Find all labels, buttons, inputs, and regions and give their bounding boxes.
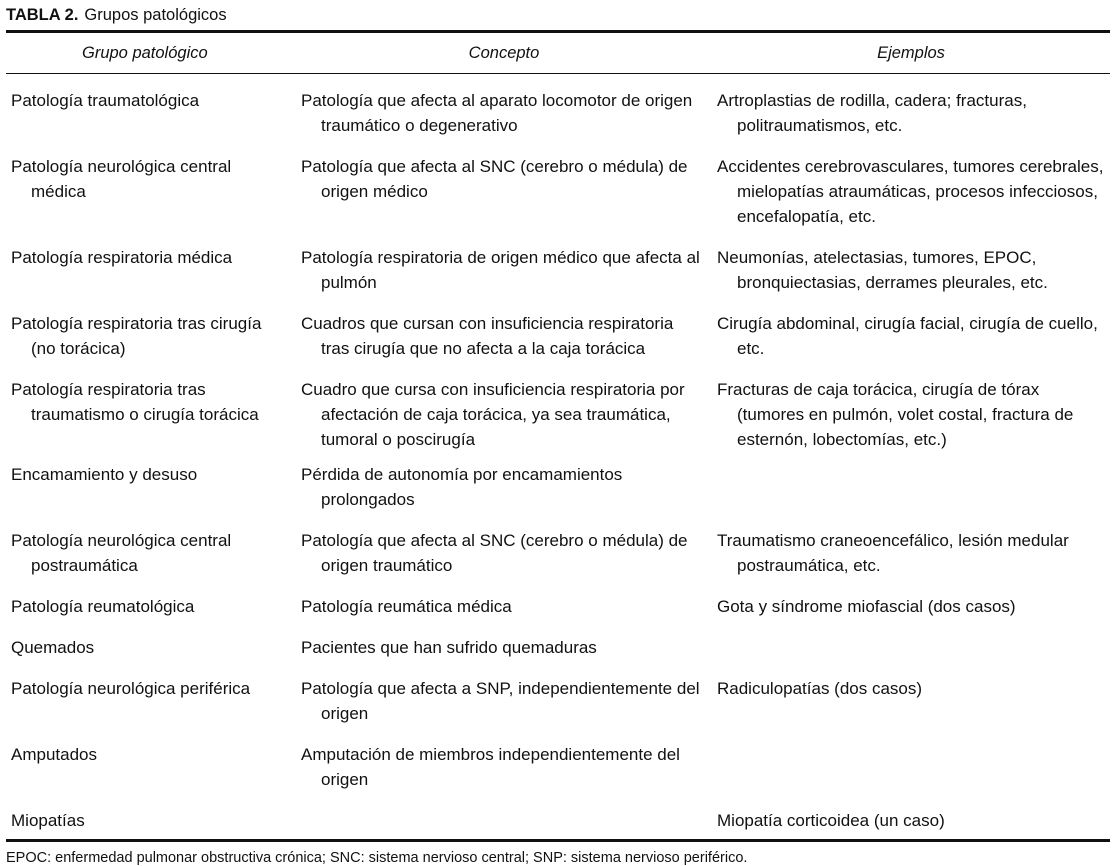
bottom-rule	[6, 839, 1110, 842]
header-grupo: Grupo patológico	[82, 43, 208, 62]
grupo-cell	[6, 144, 296, 235]
cell-text: Patología que afecta al aparato locomotor de origen traumático o degenerativo	[301, 91, 693, 135]
header-row	[6, 33, 1110, 73]
cell-text: Encamamiento y desuso	[11, 465, 198, 484]
ejemplos-cell	[712, 625, 1110, 666]
cell-text: Patología neurológica central postraumática	[11, 531, 232, 575]
cell-text: Patología respiratoria médica	[11, 248, 233, 267]
pathology-groups-table	[6, 33, 1110, 839]
table-row	[6, 144, 1110, 235]
grupo-cell	[6, 584, 296, 625]
table-caption: Grupos patológicos	[84, 6, 227, 24]
ejemplos-cell	[712, 301, 1110, 367]
table-row	[6, 452, 1110, 518]
cell-text: Radiculopatías (dos casos)	[717, 679, 923, 698]
concepto-cell	[296, 235, 712, 301]
ejemplos-cell	[712, 74, 1110, 144]
cell-text: Patología respiratoria tras cirugía (no torácica)	[11, 314, 262, 358]
cell-text: Cuadro que cursa con insuficiencia respiratoria por afectación de caja torácica, ya sea traumática, tumoral o poscirugía	[301, 380, 685, 449]
table-row	[6, 798, 1110, 839]
cell-text: Amputación de miembros independientemente del origen	[301, 745, 680, 789]
cell-text: Cuadros que cursan con insuficiencia respiratoria tras cirugía que no afecta a la caja torácica	[301, 314, 674, 358]
concepto-cell	[296, 144, 712, 235]
table-footnote: EPOC: enfermedad pulmonar obstructiva crónica; SNC: sistema nervioso central; SNP: sistema nervioso periférico.	[6, 850, 748, 866]
grupo-cell	[6, 452, 296, 518]
cell-text: Patología reumática médica	[301, 597, 512, 616]
cell-text: Amputados	[11, 745, 97, 764]
ejemplos-cell	[712, 144, 1110, 235]
cell-text: Patología reumatológica	[11, 597, 195, 616]
cell-text: Accidentes cerebrovasculares, tumores cerebrales, mielopatías atraumáticas, procesos infecciosos, encefalopatía, etc.	[717, 157, 1104, 226]
table-row	[6, 74, 1110, 144]
cell-text: Patología respiratoria tras traumatismo o cirugía torácica	[11, 380, 259, 424]
table-figure	[6, 0, 1110, 866]
grupo-cell	[6, 666, 296, 732]
cell-text: Patología traumatológica	[11, 91, 200, 110]
ejemplos-cell	[712, 798, 1110, 839]
concepto-cell	[296, 367, 712, 452]
cell-text: Artroplastias de rodilla, cadera; fracturas, politraumatismos, etc.	[717, 91, 1027, 135]
ejemplos-cell	[712, 367, 1110, 452]
ejemplos-cell	[712, 732, 1110, 798]
grupo-cell	[6, 367, 296, 452]
cell-text: Pacientes que han sufrido quemaduras	[301, 638, 597, 657]
table-label: TABLA 2.	[6, 6, 79, 24]
concepto-cell	[296, 666, 712, 732]
table-row	[6, 666, 1110, 732]
table-row	[6, 732, 1110, 798]
concepto-cell	[296, 732, 712, 798]
ejemplos-cell	[712, 584, 1110, 625]
ejemplos-cell	[712, 235, 1110, 301]
table-row	[6, 301, 1110, 367]
concepto-cell	[296, 798, 712, 839]
cell-text: Patología que afecta al SNC (cerebro o médula) de origen traumático	[301, 531, 688, 575]
grupo-cell	[6, 798, 296, 839]
concepto-cell	[296, 301, 712, 367]
concepto-cell	[296, 518, 712, 584]
concepto-cell	[296, 584, 712, 625]
table-row	[6, 584, 1110, 625]
grupo-cell	[6, 235, 296, 301]
concepto-cell	[296, 625, 712, 666]
cell-text: Miopatía corticoidea (un caso)	[717, 811, 945, 830]
cell-text: Neumonías, atelectasias, tumores, EPOC, bronquiectasias, derrames pleurales, etc.	[717, 248, 1048, 292]
table-row	[6, 518, 1110, 584]
header-ejemplos: Ejemplos	[877, 43, 945, 62]
table-row	[6, 625, 1110, 666]
table-row	[6, 235, 1110, 301]
cell-text: Patología neurológica periférica	[11, 679, 251, 698]
grupo-cell	[6, 74, 296, 144]
grupo-cell	[6, 732, 296, 798]
cell-text: Gota y síndrome miofascial (dos casos)	[717, 597, 1016, 616]
cell-text: Cirugía abdominal, cirugía facial, cirugía de cuello, etc.	[717, 314, 1098, 358]
concepto-cell	[296, 452, 712, 518]
grupo-cell	[6, 625, 296, 666]
concepto-cell	[296, 74, 712, 144]
cell-text: Patología respiratoria de origen médico que afecta al pulmón	[301, 248, 700, 292]
cell-text: Quemados	[11, 638, 95, 657]
grupo-cell	[6, 518, 296, 584]
cell-text: Patología que afecta al SNC (cerebro o médula) de origen médico	[301, 157, 688, 201]
ejemplos-cell	[712, 518, 1110, 584]
header-concepto: Concepto	[468, 43, 540, 62]
cell-text: Traumatismo craneoencefálico, lesión medular postraumática, etc.	[717, 531, 1069, 575]
table-row	[6, 367, 1110, 452]
cell-text: Patología neurológica central médica	[11, 157, 232, 201]
cell-text: Miopatías	[11, 811, 85, 830]
ejemplos-cell	[712, 452, 1110, 518]
ejemplos-cell	[712, 666, 1110, 732]
cell-text: Fracturas de caja torácica, cirugía de tórax (tumores en pulmón, volet costal, fractura de esternón, lobectomías, etc.)	[717, 380, 1074, 449]
table-title	[6, 0, 1110, 30]
cell-text: Patología que afecta a SNP, independientemente del origen	[301, 679, 700, 723]
cell-text: Pérdida de autonomía por encamamientos prolongados	[301, 465, 623, 509]
grupo-cell	[6, 301, 296, 367]
